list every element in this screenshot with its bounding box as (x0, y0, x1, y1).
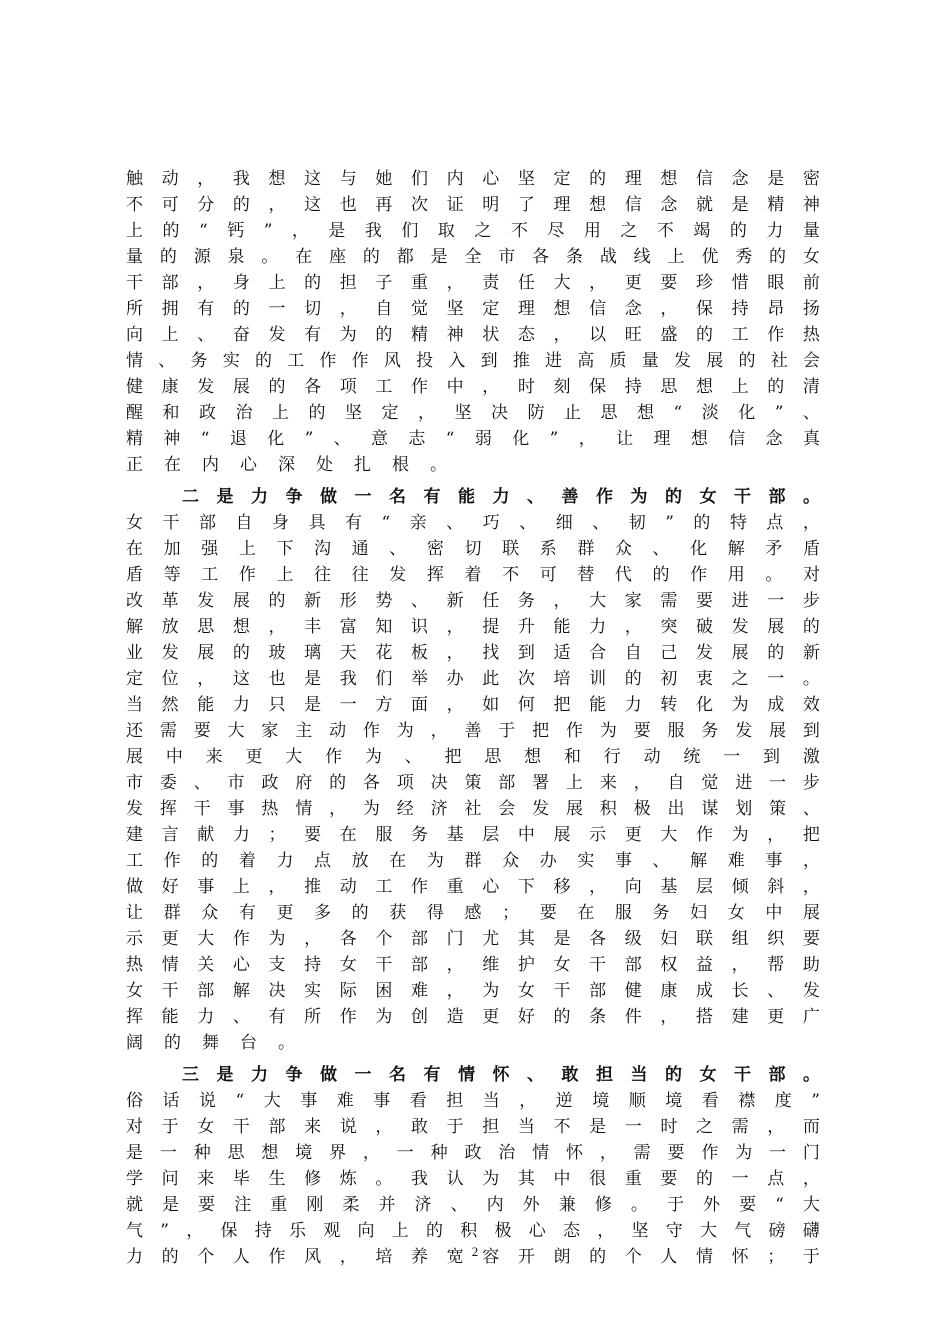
text-line: 示 更 大 作 为 ， 各 个 部 门 尤 其 是 各 级 妇 联 组 织 要 (126, 929, 820, 949)
text-line: 盾 等 工 作 上 往 往 发 挥 着 不 可 替 代 的 作 用 。 对 (126, 565, 820, 585)
text-line: 还 需 要 大 家 主 动 作 为 ， 善 于 把 作 为 要 服 务 发 展 到 (126, 721, 820, 741)
text-line: 气 ” ， 保 持 乐 观 向 上 的 积 极 心 态 ， 坚 守 大 气 磅 礴 (126, 1221, 820, 1241)
body-text (126, 166, 820, 1270)
text-line: 业 发 展 的 玻 璃 天 花 板 ， 找 到 适 合 自 己 发 展 的 新 (126, 643, 820, 663)
section-heading: 三 是 力 争 做 一 名 有 情 怀 、 敢 担 当 的 女 干 部 。 (182, 1065, 820, 1085)
text-line: 所 拥 有 的 一 切 ， 自 觉 坚 定 理 想 信 念 ， 保 持 昂 扬 (126, 299, 820, 319)
text-line: 不 可 分 的 ， 这 也 再 次 证 明 了 理 想 信 念 就 是 精 神 (126, 195, 820, 215)
text-line: 上 的 “ 钙 ” ， 是 我 们 取 之 不 尽 用 之 不 竭 的 力 量 (126, 221, 820, 241)
text-line: 向 上 、 奋 发 有 为 的 精 神 状 态 ， 以 旺 盛 的 工 作 热 (126, 325, 820, 345)
text-line: 解 放 思 想 ， 丰 富 知 识 ， 提 升 能 力 ， 突 破 发 展 的 (126, 617, 820, 637)
text-line: 挥 能 力 、 有 所 作 为 创 造 更 好 的 条 件 ， 搭 建 更 广 (126, 1007, 820, 1027)
text-line: 正 在 内 心 深 处 扎 根 。 (126, 455, 447, 475)
text-line: 情 、 务 实 的 工 作 作 风 投 入 到 推 进 高 质 量 发 展 的 社 会 (126, 351, 820, 371)
text-line: 女 干 部 解 决 实 际 困 难 ， 为 女 干 部 健 康 成 长 、 发 (126, 981, 820, 1001)
text-line: 就 是 要 注 重 刚 柔 并 济 、 内 外 兼 修 。 于 外 要 “ 大 (126, 1195, 820, 1215)
text-line: 健 康 发 展 的 各 项 工 作 中 ， 时 刻 保 持 思 想 上 的 清 (126, 377, 820, 397)
text-line: 工 作 的 着 力 点 放 在 为 群 众 办 实 事 、 解 难 事 ， (126, 851, 820, 871)
text-line: 做 好 事 上 ， 推 动 工 作 重 心 下 移 ， 向 基 层 倾 斜 ， (126, 877, 820, 897)
page-number: 2 (471, 1244, 479, 1259)
text-line: 干 部 ， 身 上 的 担 子 重 ， 责 任 大 ， 更 要 珍 惜 眼 前 (126, 273, 820, 293)
text-line: 对 于 女 干 部 来 说 ， 敢 于 担 当 不 是 一 时 之 需 ， 而 (126, 1117, 820, 1137)
text-line: 阔 的 舞 台 。 (126, 1033, 295, 1053)
text-line: 建 言 献 力 ； 要 在 服 务 基 层 中 展 示 更 大 作 为 ， 把 (126, 825, 820, 845)
text-line: 俗 话 说 “ 大 事 难 事 看 担 当 ， 逆 境 顺 境 看 襟 度 ” (126, 1091, 820, 1111)
text-line: 学 问 来 毕 生 修 炼 。 我 认 为 其 中 很 重 要 的 一 点 ， (126, 1169, 820, 1189)
text-line: 量 的 源 泉 。 在 座 的 都 是 全 市 各 条 战 线 上 优 秀 的 女 (126, 247, 820, 267)
section-heading: 二 是 力 争 做 一 名 有 能 力 、 善 作 为 的 女 干 部 。 (182, 487, 820, 507)
text-line: 醒 和 政 治 上 的 坚 定 ， 坚 决 防 止 思 想 “ 淡 化 ” 、 (126, 403, 820, 423)
text-line: 展 中 来 更 大 作 为 、 把 思 想 和 行 动 统 一 到 激 (126, 747, 820, 767)
text-line: 热 情 关 心 支 持 女 干 部 ， 维 护 女 干 部 权 益 ， 帮 助 (126, 955, 820, 975)
text-line: 定 位 ， 这 也 是 我 们 举 办 此 次 培 训 的 初 衷 之 一 。 (126, 669, 820, 689)
text-line: 力 的 个 人 作 风 ， 培 养 宽 容 开 朗 的 个 人 情 怀 ； 于 (126, 1247, 820, 1267)
text-line: 改 革 发 展 的 新 形 势 、 新 任 务 ， 大 家 需 要 进 一 步 (126, 591, 820, 611)
text-line: 女 干 部 自 身 具 有 “ 亲 、 巧 、 细 、 韧 ” 的 特 点 ， (126, 513, 820, 533)
text-line: 让 群 众 有 更 多 的 获 得 感 ； 要 在 服 务 妇 女 中 展 (126, 903, 820, 923)
text-line: 发 挥 干 事 热 情 ， 为 经 济 社 会 发 展 积 极 出 谋 划 策 、 (126, 799, 820, 819)
text-line: 触 动 ， 我 想 这 与 她 们 内 心 坚 定 的 理 想 信 念 是 密 (126, 169, 820, 189)
text-line: 是 一 种 思 想 境 界 ， 一 种 政 治 情 怀 ， 需 要 作 为 一 门 (126, 1143, 820, 1163)
text-line: 精 神 “ 退 化 ” 、 意 志 “ 弱 化 ” ， 让 理 想 信 念 真 (126, 429, 820, 449)
text-line: 当 然 能 力 只 是 一 方 面 ， 如 何 把 能 力 转 化 为 成 效 (126, 695, 820, 715)
text-line: 在 加 强 上 下 沟 通 、 密 切 联 系 群 众 、 化 解 矛 盾 (126, 539, 820, 559)
text-line: 市 委 、 市 政 府 的 各 项 决 策 部 署 上 来 ， 自 觉 进 一 步 (126, 773, 820, 793)
